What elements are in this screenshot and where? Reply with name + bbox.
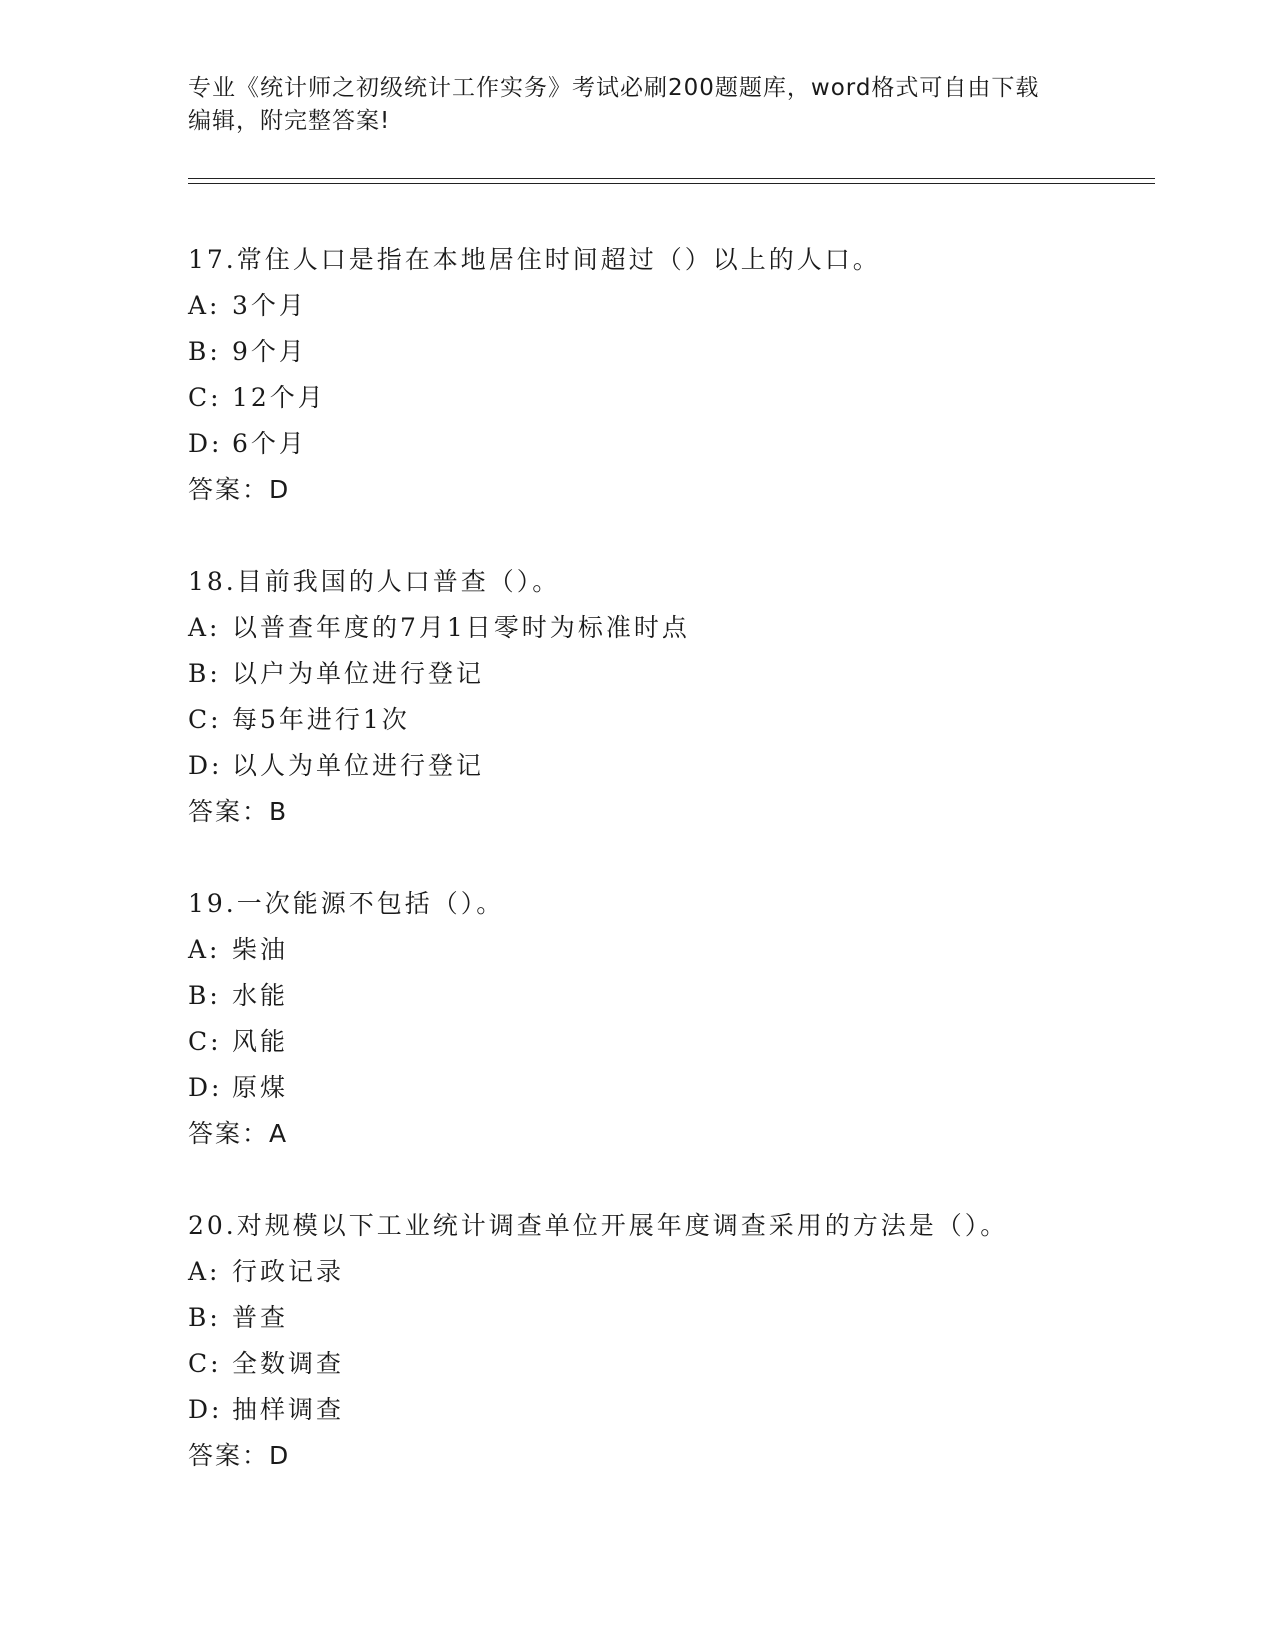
option-text: 水能 [232, 981, 289, 1010]
option-key: B: [188, 981, 221, 1010]
header-line-1: 专业《统计师之初级统计工作实务》考试必刷200题题库，word格式可自由下载 [188, 75, 1040, 101]
option-key: B: [188, 1303, 221, 1332]
question-17 [188, 237, 1155, 513]
option-text: 3个月 [232, 291, 307, 320]
option-key: C: [188, 705, 222, 734]
option-key: D: [188, 751, 223, 780]
option-key: C: [188, 1027, 222, 1056]
header-line-2: 编辑，附完整答案! [188, 108, 391, 134]
option-key: A: [188, 613, 221, 642]
option-a [188, 927, 1155, 973]
header-divider-top [188, 178, 1155, 179]
option-text: 每5年进行1次 [232, 705, 410, 734]
option-a [188, 605, 1155, 651]
option-text: 全数调查 [232, 1349, 345, 1378]
option-text: 6个月 [232, 429, 307, 458]
option-text: 普查 [232, 1303, 289, 1332]
option-b [188, 1295, 1155, 1341]
answer-line: 答案：A [188, 1119, 289, 1148]
header-divider-bottom [188, 183, 1155, 184]
option-b [188, 329, 1155, 375]
question-18 [188, 559, 1155, 835]
option-key: B: [188, 337, 221, 366]
option-key: C: [188, 383, 222, 412]
option-text: 以户为单位进行登记 [232, 659, 485, 688]
spacer [188, 513, 1155, 559]
option-c [188, 1019, 1155, 1065]
question-title: 18.目前我国的人口普查（）。 [188, 567, 561, 596]
option-text: 原煤 [232, 1073, 289, 1102]
document-header [188, 72, 1088, 138]
answer-line: 答案：D [188, 475, 291, 504]
option-text: 以普查年度的7月1日零时为标准时点 [232, 613, 690, 642]
option-key: D: [188, 1073, 223, 1102]
option-d [188, 1387, 1155, 1433]
answer-line: 答案：D [188, 1441, 291, 1470]
option-key: D: [188, 429, 223, 458]
option-b [188, 973, 1155, 1019]
spacer [188, 835, 1155, 881]
option-a [188, 1249, 1155, 1295]
question-title: 20.对规模以下工业统计调查单位开展年度调查采用的方法是（）。 [188, 1211, 1009, 1240]
option-a [188, 283, 1155, 329]
option-text: 风能 [232, 1027, 289, 1056]
option-text: 柴油 [232, 935, 289, 964]
option-d [188, 1065, 1155, 1111]
option-key: A: [188, 1257, 221, 1286]
option-key: A: [188, 291, 221, 320]
question-20 [188, 1203, 1155, 1479]
option-text: 12个月 [232, 383, 326, 412]
option-text: 行政记录 [232, 1257, 345, 1286]
option-key: A: [188, 935, 221, 964]
option-c [188, 1341, 1155, 1387]
option-b [188, 651, 1155, 697]
spacer [188, 1157, 1155, 1203]
option-c [188, 697, 1155, 743]
question-list [188, 237, 1155, 1479]
option-d [188, 743, 1155, 789]
option-text: 9个月 [232, 337, 307, 366]
option-c [188, 375, 1155, 421]
option-key: D: [188, 1395, 223, 1424]
question-title: 17.常住人口是指在本地居住时间超过（）以上的人口。 [188, 245, 881, 274]
option-d [188, 421, 1155, 467]
option-key: B: [188, 659, 221, 688]
option-key: C: [188, 1349, 222, 1378]
question-title: 19.一次能源不包括（）。 [188, 889, 505, 918]
answer-line: 答案：B [188, 797, 289, 826]
option-text: 抽样调查 [232, 1395, 345, 1424]
question-19 [188, 881, 1155, 1157]
option-text: 以人为单位进行登记 [232, 751, 485, 780]
